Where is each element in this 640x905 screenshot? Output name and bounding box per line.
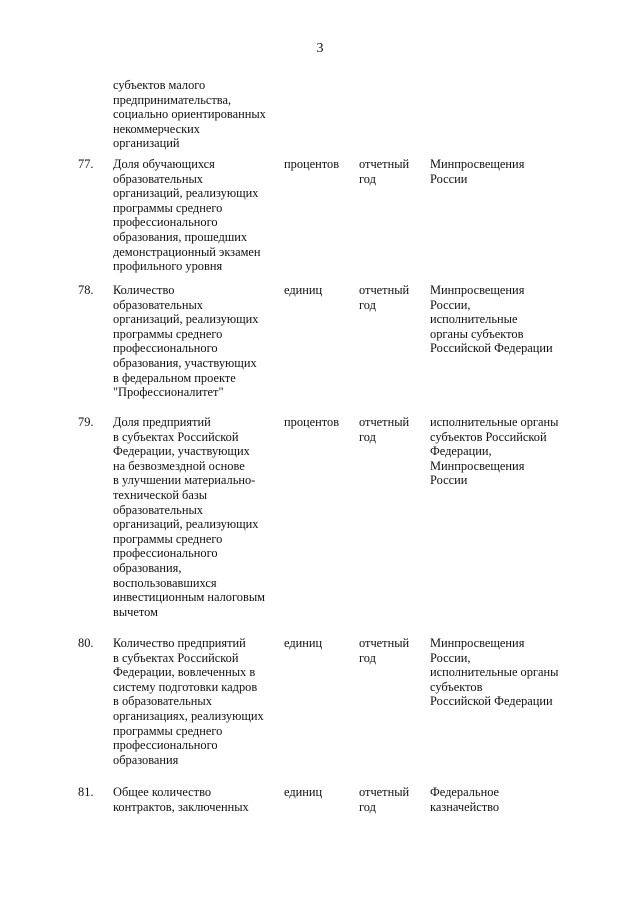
responsible-body: исполнительные органы субъектов Российской Федерации, Минпросвещения России xyxy=(430,415,559,488)
responsible-body: Минпросвещения России, исполнительные органы субъектов Российской Федерации xyxy=(430,283,553,356)
indicator-name: Общее количество контрактов, заключенных xyxy=(113,785,249,814)
reporting-period: отчетный год xyxy=(359,785,410,814)
reporting-period: отчетный год xyxy=(359,157,410,186)
reporting-period: отчетный год xyxy=(359,283,410,312)
row-number: 79. xyxy=(78,415,94,429)
indicator-name: Доля предприятий в субъектах Российской Федерации, участвующих на безвозмездной основе в улучшении материально- технической базы образовательных организаций, реализующих программы среднего профессионального образования, воспользовавшихся инвестиционным налоговым вычетом xyxy=(113,415,265,619)
row-number: 80. xyxy=(78,636,94,650)
indicator-name: Количество предприятий в субъектах Российской Федерации, вовлеченных в систему подготовки кадров в образовательных организациях, реализующих программы среднего профессионального образования xyxy=(113,636,264,767)
responsible-body: Минпросвещения России, исполнительные органы субъектов Российской Федерации xyxy=(430,636,559,709)
responsible-body: Федеральное казначейство xyxy=(430,785,500,814)
page-number: 3 xyxy=(316,41,324,56)
reporting-period: отчетный год xyxy=(359,415,410,444)
indicator-name: Доля обучающихся образовательных организаций, реализующих программы среднего профессионального образования, прошедших демонстрационный экзамен профильного уровня xyxy=(113,157,261,274)
indicator-name: Количество образовательных организаций, реализующих программы среднего профессионального образования, участвующих в федеральном проекте "Профессионалитет" xyxy=(113,283,259,400)
unit-of-measure: процентов xyxy=(284,157,340,171)
row-number: 81. xyxy=(78,785,94,799)
row-number: 77. xyxy=(78,157,94,171)
responsible-body: Минпросвещения России xyxy=(430,157,525,186)
unit-of-measure: единиц xyxy=(284,636,323,650)
reporting-period: отчетный год xyxy=(359,636,410,665)
unit-of-measure: единиц xyxy=(284,283,323,297)
continuation-name-cell: субъектов малого предпринимательства, социально ориентированных некоммерческих организаций xyxy=(113,78,266,151)
unit-of-measure: процентов xyxy=(284,415,340,429)
unit-of-measure: единиц xyxy=(284,785,323,799)
row-number: 78. xyxy=(78,283,94,297)
